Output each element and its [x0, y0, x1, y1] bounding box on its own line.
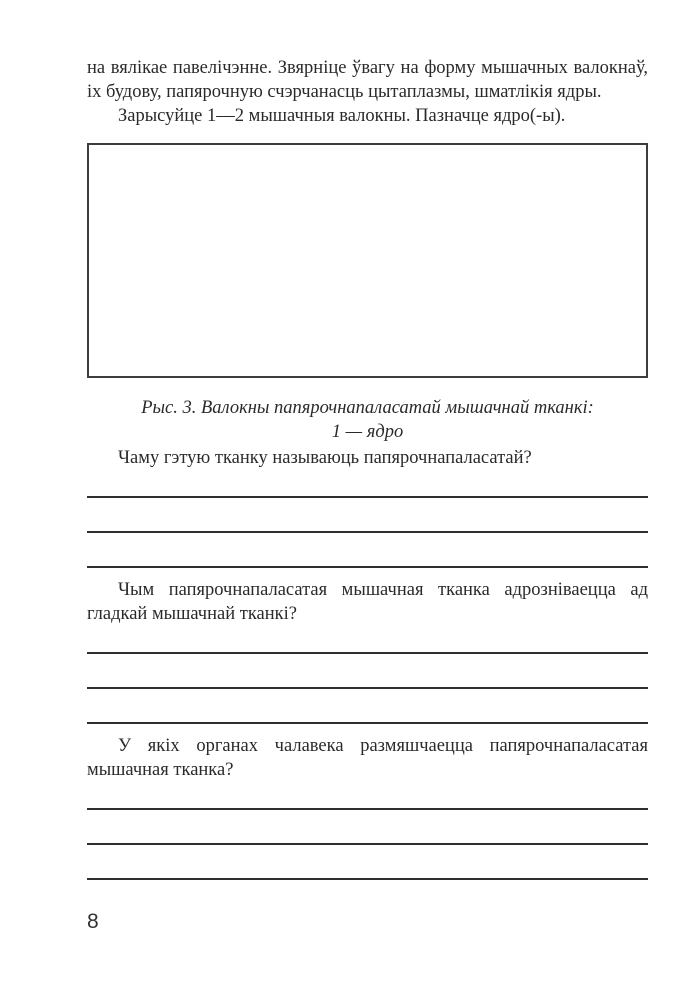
question-3-text-line-1: У якіх органах чалавека размяшчаецца папярочнапаласатая: [118, 736, 648, 756]
answer-line: [87, 845, 648, 880]
page-number: 8: [87, 910, 99, 933]
question-2-answer-lines: [87, 626, 648, 724]
question-3-answer-lines: [87, 782, 648, 880]
question-2-text-line-1: Чым папярочнапаласатая мышачная тканка адрозніваецца ад: [118, 580, 648, 600]
question-1-answer-lines: [87, 470, 648, 568]
figure-caption-legend: 1 — ядро: [331, 422, 404, 442]
answer-line: [87, 782, 648, 810]
drawing-box: [87, 143, 648, 378]
intro-paragraph-line-1: на вялікае павелічэнне. Звярніце ўвагу на форму мышачных валокнаў,: [87, 58, 648, 78]
intro-paragraph-line-2: іх будову, папярочную счэрчанасць цытаплазмы, шматлікія ядры.: [87, 82, 602, 102]
answer-line: [87, 810, 648, 845]
drawing-instruction: Зарысуйце 1—2 мышачныя валокны. Пазначце ядро(-ы).: [118, 106, 566, 126]
answer-line: [87, 533, 648, 568]
question-3-text-line-2: мышачная тканка?: [87, 760, 234, 780]
figure-caption-title: Рыс. 3. Валокны папярочнапаласатай мышачнай тканкі:: [141, 398, 594, 418]
question-1-text: Чаму гэтую тканку называюць папярочнапаласатай?: [118, 448, 532, 468]
answer-line: [87, 498, 648, 533]
figure-caption: [87, 396, 648, 444]
intro-paragraph: [87, 56, 648, 104]
question-1: [87, 446, 648, 470]
answer-line: [87, 654, 648, 689]
question-2-text-line-2: гладкай мышачнай тканкі?: [87, 604, 297, 624]
question-3: [87, 734, 648, 782]
answer-line: [87, 689, 648, 724]
answer-line: [87, 626, 648, 654]
question-2: [87, 578, 648, 626]
answer-line: [87, 470, 648, 498]
